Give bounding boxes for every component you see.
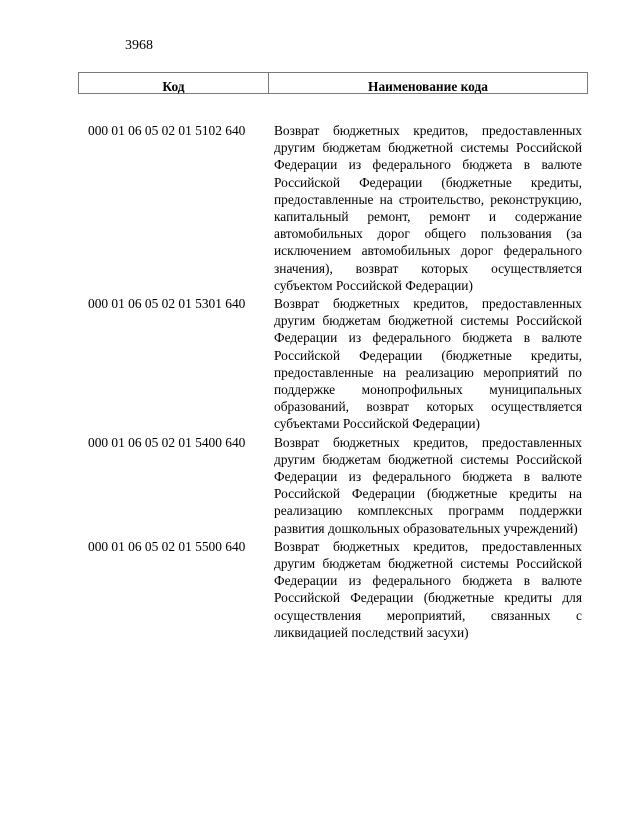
table-row <box>78 538 588 641</box>
table-header <box>78 72 588 94</box>
table-row <box>78 122 588 294</box>
row-description: Возврат бюджетных кредитов, предоставленных другим бюджетам бюджетной системы Российской Федерации из федерального бюджета в валюте Российской Федерации (бюджетные кредиты для осуществления мероприятий, связанных с ликвидацией последствий засухи) <box>274 538 582 640</box>
header-name: Наименование кода <box>368 79 488 94</box>
table-row <box>78 434 588 537</box>
table-row <box>78 295 588 433</box>
row-code: 000 01 06 05 02 01 5400 640 <box>88 434 246 450</box>
row-code: 000 01 06 05 02 01 5102 640 <box>88 123 246 138</box>
row-description: Возврат бюджетных кредитов, предоставленных другим бюджетам бюджетной системы Российской Федерации из федерального бюджета в валюте Российской Федерации (бюджетные кредиты на реализацию комплексных программ поддержки развития дошкольных образовательных учреждений) <box>274 434 582 536</box>
row-description: Возврат бюджетных кредитов, предоставленных другим бюджетам бюджетной системы Российской Федерации из федерального бюджета в валюте Российской Федерации (бюджетные кредиты, предоставленные на строительство, реконструкцию, капитальный ремонт, ремонт и содержание автомобильных дорог общего пользования (за исключением автомобильных дорог федерального значения), возврат которых осуществляется субъектом Российской Федерации) <box>274 123 582 293</box>
row-description: Возврат бюджетных кредитов, предоставленных другим бюджетам бюджетной системы Российской Федерации из федерального бюджета в валюте Российской Федерации (бюджетные кредиты, предоставленные на реализацию мероприятий по поддержке монопрофильных муниципальных образований, возврат которых осуществляется субъектами Российской Федерации) <box>274 296 582 432</box>
table-body <box>78 122 588 642</box>
page-number: 3968 <box>125 38 153 53</box>
row-code: 000 01 06 05 02 01 5301 640 <box>88 296 246 312</box>
header-code: Код <box>79 73 269 93</box>
row-code: 000 01 06 05 02 01 5500 640 <box>88 538 246 554</box>
